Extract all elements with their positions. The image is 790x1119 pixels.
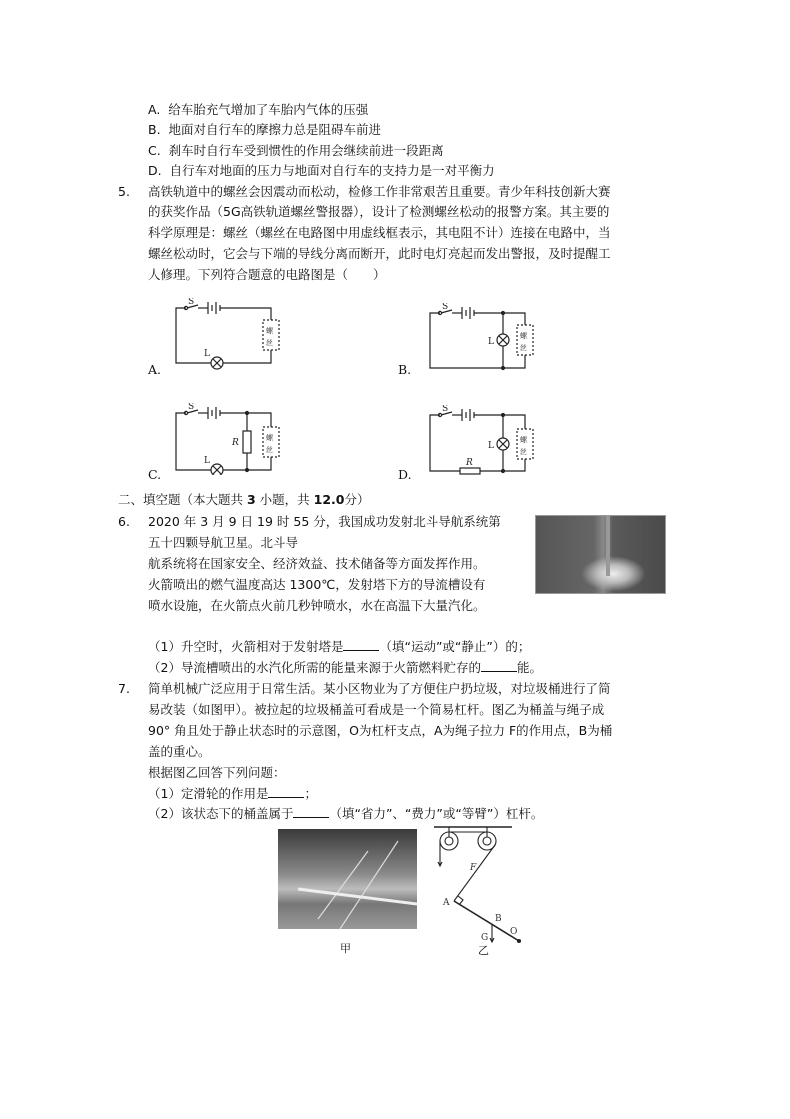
circuit-option-a-label: A. [148, 362, 162, 377]
point-b-label: B [495, 914, 502, 924]
q5-line: 螺丝松动时，它会与下端的导线分离而断开，此时电灯亮起而发出警报，及时提醒工 [148, 246, 611, 261]
screw-label: 螺 [520, 332, 527, 340]
q6-line: 喷水设施，在火箭点火前几秒钟喷水，水在高温下大量汽化。 [148, 598, 486, 613]
q4-option-a: A. 给车胎充气增加了车胎内气体的压强 [148, 102, 369, 117]
question-number-5: 5. [118, 184, 130, 199]
q7-line: 90° 角且处于静止状态时的示意图，O为杠杆支点，A为绳子拉力 F的作用点，B为桶 [148, 723, 613, 738]
lamp-label: L [488, 337, 494, 347]
resistor-icon [243, 431, 251, 453]
q6-sub-question-2: （2）导流槽喷出的水汽化所需的能量来源于火箭燃料贮存的 能。 [148, 660, 542, 675]
resistor-label: R [466, 458, 473, 468]
lamp-label: L [204, 349, 210, 359]
screw-label: 螺 [266, 434, 273, 442]
circuit-diagram-a [174, 298, 286, 370]
circuit-diagram-d [428, 405, 540, 477]
figure-caption-jia: 甲 [340, 942, 351, 955]
gravity-label: G [481, 933, 489, 943]
screw-label: 丝 [266, 339, 273, 347]
q6-line: 2020 年 3 月 9 日 19 时 55 分，我国成功发射北斗导航系统第 [148, 514, 501, 529]
rope-lines [278, 829, 417, 929]
force-label: F [470, 863, 477, 873]
circuit-diagram-c [174, 403, 286, 475]
switch-label: S [188, 298, 195, 307]
circuit-option-c-label: C. [148, 467, 162, 482]
lamp-label: L [204, 456, 210, 466]
screw-label: 丝 [266, 446, 273, 454]
screw-label: 螺 [266, 327, 273, 335]
q7-sub-question-2: （2）该状态下的桶盖属于 （填“省力”、“费力”或“等臂”）杠杆。 [148, 806, 544, 821]
answer-blank[interactable] [481, 659, 517, 672]
q4-option-d: D. 自行车对地面的压力与地面对自行车的支持力是一对平衡力 [148, 163, 495, 178]
q7-sub-question-1: （1）定滑轮的作用是 ； [148, 786, 317, 801]
resistor-label: R [232, 438, 239, 448]
resistor-icon [460, 468, 480, 474]
lamp-label: L [488, 441, 494, 451]
q5-line: 人修理。下列符合题意的电路图是（ ） [148, 267, 386, 282]
q6-sub-question-1: （1）升空时，火箭相对于发射塔是 （填“运动”或“静止”）的； [148, 639, 531, 654]
q7-line: 根据图乙回答下列问题： [148, 765, 286, 780]
q6-line: 五十四颗导航卫星。北斗导 [148, 535, 299, 550]
question-number-7: 7. [118, 681, 130, 696]
question-number-6: 6. [118, 514, 130, 529]
switch-label: S [442, 405, 449, 414]
q7-line: 简单机械广泛应用于日常生活。某小区物业为了方便住户扔垃圾，对垃圾桶进行了简 [148, 681, 611, 696]
q4-option-c: C. 刹车时自行车受到惯性的作用会继续前进一段距离 [148, 143, 444, 158]
screw-label: 丝 [520, 344, 527, 352]
figure-caption-yi: 乙 [478, 944, 489, 957]
circuit-option-b-label: B. [398, 362, 412, 377]
point-a-label: A [443, 898, 450, 908]
answer-blank[interactable] [268, 785, 304, 798]
answer-blank[interactable] [343, 638, 379, 651]
q7-line: 易改装（如图甲）。被拉起的垃圾桶盖可看成是一个简易杠杆。图乙为桶盖与绳子成 [148, 702, 605, 717]
q5-line: 科学原理是：螺丝（螺丝在电路图中用虚线框表示，其电阻不计）连接在电路中，当 [148, 225, 611, 240]
circuit-diagram-b [428, 303, 540, 375]
q4-option-b: B. 地面对自行车的摩擦力总是阻碍车前进 [148, 122, 382, 137]
rocket-tower [606, 516, 610, 576]
circuit-option-d-label: D. [398, 467, 412, 482]
rocket-launch-photo [535, 515, 666, 594]
switch-label: S [188, 403, 195, 412]
section-heading-fill-in: 二、填空题（本大题共 3 小题，共 12.0分） [118, 492, 370, 507]
q5-line: 高铁轨道中的螺丝会因震动而松动，检修工作非常艰苦且重要。青少年科技创新大赛 [148, 184, 611, 199]
q6-line: 火箭喷出的燃气温度高达 1300℃，发射塔下方的导流槽设有 [148, 577, 486, 592]
screw-label: 螺 [520, 436, 527, 444]
switch-label: S [442, 303, 449, 312]
lever-pulley-diagram [432, 823, 524, 955]
screw-label: 丝 [520, 448, 527, 456]
q7-line: 盖的重心。 [148, 744, 211, 759]
fulcrum-label: O [510, 927, 518, 937]
q6-line: 航系统将在国家安全、经济效益、技术储备等方面发挥作用。 [148, 556, 486, 571]
q5-line: 的获奖作品（5G高铁轨道螺丝警报器），设计了检测螺丝松动的报警方案。其主要的 [148, 204, 610, 219]
answer-blank[interactable] [293, 805, 329, 818]
trash-bin-photo [278, 829, 417, 929]
